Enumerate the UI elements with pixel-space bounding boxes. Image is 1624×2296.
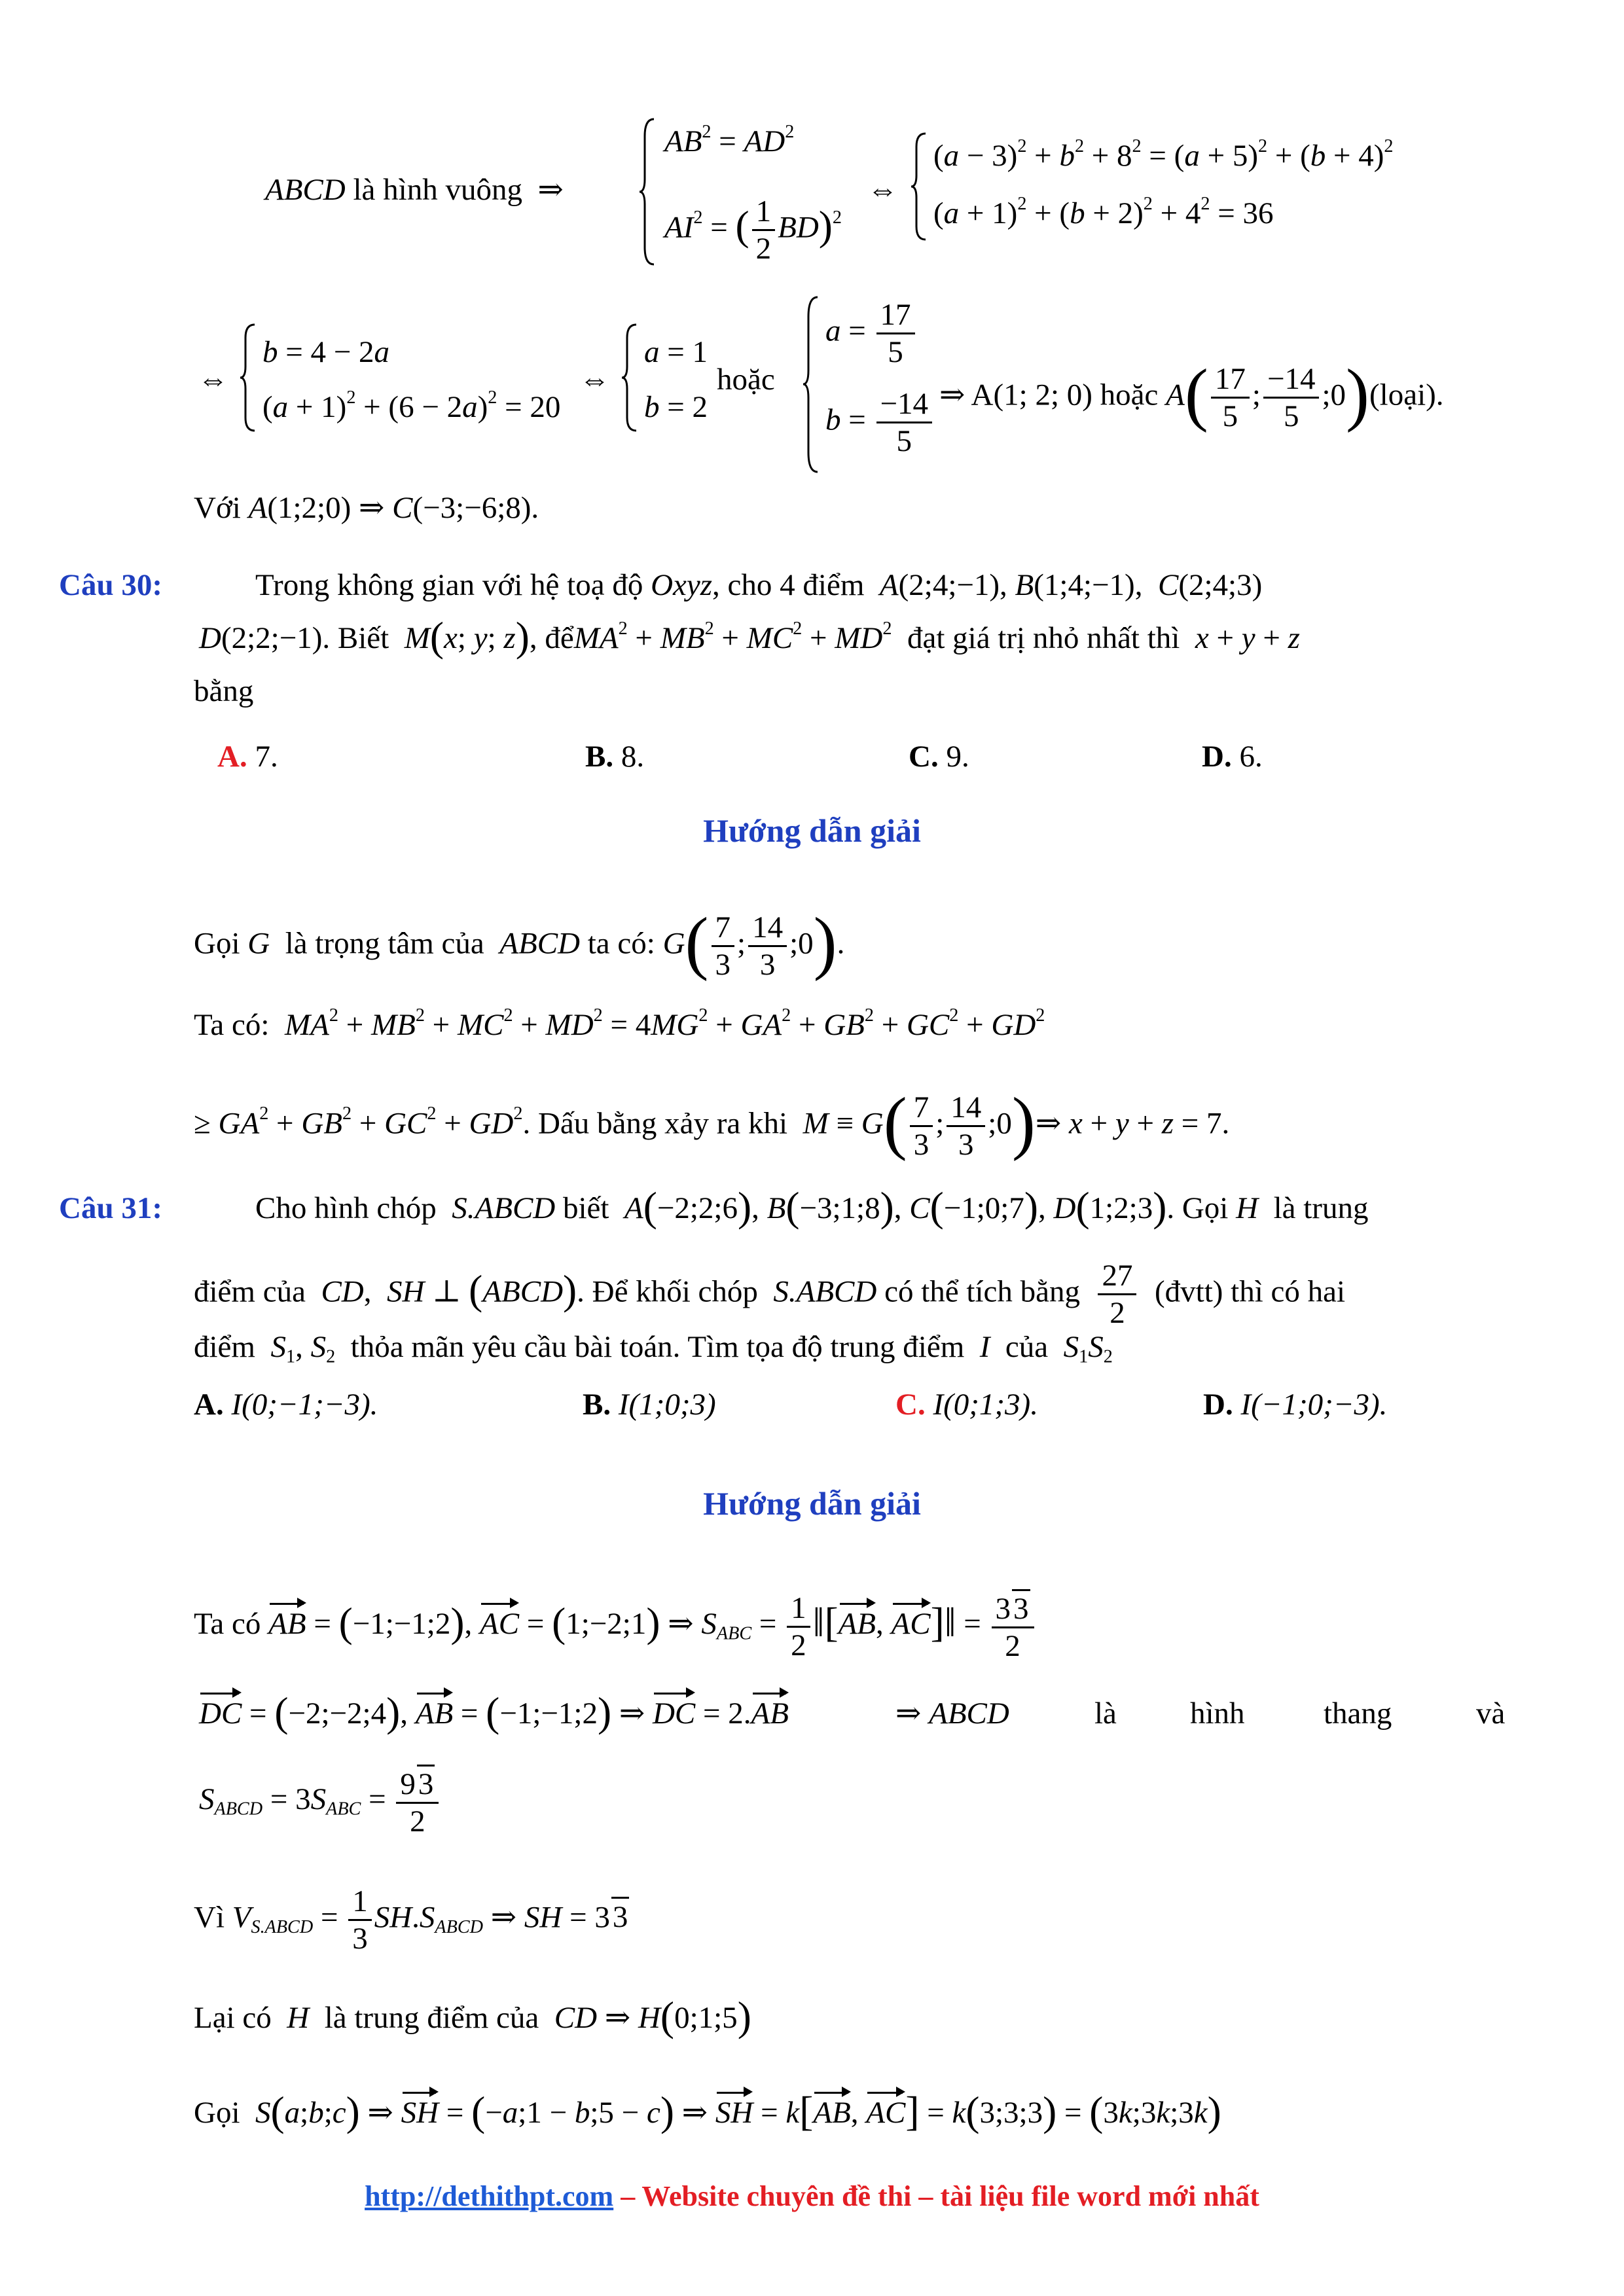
footer-link[interactable]: http://dethithpt.com [365, 2180, 614, 2212]
left-brace-icon [621, 322, 639, 433]
q30-sol-line1: Gọi G là trọng tâm của ABCD ta có: G( $\frac{7}{3}$ ; $\frac{14}{3}$ ;0). [194, 903, 845, 982]
option-letter: C. [909, 740, 939, 774]
q31-cua: của [1005, 1330, 1049, 1364]
q30-guide-heading: Hướng dẫn giải [703, 812, 921, 849]
equiv-symbol: ⇔ [867, 173, 898, 207]
q31-diem-cua: điểm của [194, 1274, 306, 1309]
eq-expanded-2: $(a + 1)^2 + (b + 2)^2 + 4^2 = 36$ [933, 193, 1274, 230]
square-text: là hình vuông [353, 173, 522, 207]
word-thang: thang [1324, 1696, 1392, 1731]
q31-la-trung: là trung [1273, 1191, 1369, 1225]
square-label: ABCD [265, 173, 346, 207]
or-text: hoặc [717, 363, 775, 397]
q31-sol-line4: Vì $V_{S.ABCD}$ = $\frac{1}{3}$ $SH.S_{ABCD}$ ⇒ SH = 33 [194, 1884, 628, 1956]
question-30-line3: bằng [194, 674, 254, 708]
left-brace-icon [802, 295, 820, 475]
sol-goi: Gọi [194, 2096, 240, 2130]
q31-dvtt: (đvtt) thì có hai [1154, 1274, 1346, 1309]
eq-ai-bd: $AI^2$ = ( $\frac{1}{2}$ BD)$^2$ [664, 194, 842, 266]
square-condition-line [265, 171, 564, 208]
q30-biet: . Biết [322, 621, 389, 655]
question-31-line1: Cho hình chóp S.ABCD biết A(−2;2;6), B(−3;1;8), C(−1;0;7), D(1;2;3). Gọi H là trung [255, 1183, 1369, 1230]
sol-trongtam: là trọng tâm của [285, 926, 484, 961]
implies-symbol: ⇒ [530, 173, 564, 207]
left-brace-icon [910, 131, 928, 242]
q31-de-khoi: . Để khối chóp [577, 1274, 758, 1309]
option-value: 7. [255, 740, 278, 774]
option-value: I(0;−1;−3). [231, 1388, 378, 1422]
sol-taco2: Ta có: [194, 1008, 270, 1042]
equiv-symbol: ⇔ [198, 363, 228, 397]
q30-sol-line3: ≥ $GA^2 + GB^2 + GC^2 + GD^2$. Dấu bằng xảy ra khi M ≡ G( $\frac{7}{3}$ ; $\frac{14}{3}$ ;0)⇒ x + y + z = 7. [194, 1083, 1230, 1162]
eq-b2: b = 2 [644, 390, 708, 424]
eq-ab-ad: $AB^2 = AD^2$ [664, 121, 795, 158]
q31-sol-line2b: ⇒ ABCD [895, 1696, 1009, 1731]
implies-A-point: ⇒ A(1; 2; 0) hoặc A( $\frac{17}{5}$ ; $\frac{-14}{5}$ ;0)(loại). [939, 355, 1444, 434]
q30-intro: Trong không gian với hệ toạ độ [255, 568, 643, 602]
q30-dat: đạt giá trị nhỏ nhất thì [907, 621, 1180, 655]
word-la: là [1094, 1696, 1117, 1731]
eq-b-m14-5: b = $\frac{-14}{5}$ [825, 386, 935, 459]
q30-option-c[interactable] [909, 738, 969, 775]
q31-diem2: điểm [194, 1330, 255, 1364]
footer-tagline: – Website chuyên đề thi – tài liệu file word mới nhất [613, 2180, 1259, 2212]
system-expanded [910, 131, 1434, 242]
word-hinh: hình [1190, 1696, 1245, 1731]
with-text: Với [194, 491, 241, 525]
q31-goi-h: . Gọi [1166, 1191, 1229, 1225]
option-letter: B. [583, 1388, 611, 1422]
word-va: và [1476, 1696, 1506, 1731]
q31-biet: biết [563, 1191, 609, 1225]
eq-expanded-1: $(a - 3)^2 + b^2 + 8^2 = (a + 5)^2 + (b + 4)^2$ [933, 135, 1394, 173]
system-a-frac [802, 295, 933, 475]
sol-taco: ta có: [587, 926, 655, 961]
question-30-line2: D(2;2;−1). Biết M(x; y; z), đểMA$^2$ + $MB^2 + MC^2 + MD^2$ đạt giá trị nhỏ nhất thì x + y + z [199, 613, 1300, 660]
option-value: I(1;0;3) [618, 1388, 716, 1422]
option-letter: B. [585, 740, 614, 774]
sol-goi: Gọi [194, 926, 240, 961]
q31-sol-line2: DC = (−2;−2;4), AB = (−1;−1;2) ⇒ DC = 2.AB [199, 1688, 789, 1735]
system-a1-b2 [621, 322, 725, 433]
option-letter: D. [1203, 1388, 1233, 1422]
q31-sol-line3: $S_{ABCD} = 3S_{ABC}$ = $\frac{93}{2}$ [199, 1765, 441, 1839]
sol-dau: . Dấu bằng xảy ra khi [522, 1106, 788, 1141]
A-point: A(1; 2; 0) [971, 378, 1092, 412]
or-text-2: hoặc [1100, 378, 1159, 412]
option-letter: D. [1202, 740, 1232, 774]
left-brace-icon [239, 322, 257, 433]
sol-vi: Vì [194, 1900, 225, 1935]
question-31-line3: điểm $S_1$, $S_2$ thỏa mãn yêu cầu bài toán. Tìm tọa độ trung điểm I của $S_1S_2$ [194, 1330, 1113, 1367]
q31-option-a[interactable] [194, 1386, 378, 1423]
q31-option-c[interactable] [895, 1386, 1038, 1423]
q31-guide-heading: Hướng dẫn giải [703, 1485, 921, 1522]
option-letter: A. [194, 1388, 224, 1422]
q30-option-a[interactable] [217, 738, 278, 775]
q31-option-b[interactable] [583, 1386, 716, 1423]
question-30-line1: Trong không gian với hệ toạ độ Oxyz, cho 4 điểm A(2;4;−1), B(1;4;−1), C(2;4;3) [255, 568, 1263, 602]
system-ab-ad [638, 117, 842, 267]
rejected-text: (loại). [1369, 378, 1444, 412]
eq-a-17-5: a = $\frac{17}{5}$ [825, 297, 918, 370]
option-value: 6. [1239, 740, 1263, 774]
eq-a1: a = 1 [644, 335, 708, 369]
q31-option-d[interactable] [1203, 1386, 1387, 1423]
q30-option-b[interactable] [585, 738, 644, 775]
q30-option-d[interactable] [1202, 738, 1263, 775]
q31-sol-line1: Ta có AB = (−1;−1;2), AC = (1;−2;1) ⇒ $S_{ABC}$ = $\frac{1}{2}$ ‖[AB, AC]‖ = $\frac{33}{2}$ [194, 1589, 1037, 1664]
q31-thoa-man: thỏa mãn yêu cầu bài toán. Tìm tọa độ trung điểm [350, 1330, 965, 1364]
eq-b: b = 4 − 2a [262, 335, 390, 369]
q30-mid: , cho 4 điểm [712, 568, 865, 602]
page-footer [0, 2179, 1624, 2213]
question-31-label: Câu 31: [59, 1191, 162, 1225]
question-30-label: Câu 30: [59, 568, 162, 602]
q31-co-the-tich: có thể tích bằng [884, 1274, 1080, 1309]
system-b-linear [239, 322, 579, 433]
eq-a-quad: $(a + 1)^2 + (6 - 2a)^2 = 20$ [262, 387, 561, 424]
with-A-line: Với A(1;2;0) ⇒ C(−3;−6;8). [194, 491, 539, 525]
equiv-symbol: ⇔ [579, 363, 610, 397]
option-value: I(0;1;3). [933, 1388, 1038, 1422]
option-letter: C. [895, 1388, 926, 1422]
option-value: I(−1;0;−3). [1240, 1388, 1388, 1422]
question-31-line2: điểm của CD, SH ⊥ (ABCD). Để khối chóp S.ABCD có thể tích bằng $\frac{27}{2}$ (đvtt) thì có hai [194, 1259, 1346, 1331]
q30-de: , để [529, 621, 574, 655]
q31-intro: Cho hình chóp [255, 1191, 437, 1225]
option-letter: A. [217, 740, 247, 774]
q31-sol-line6: Gọi S(a;b;c) ⇒ SH = (−a;1 − b;5 − c) ⇒ SH = k[AB, AC] = k(3;3;3) = (3k;3k;3k) [194, 2087, 1221, 2134]
option-value: 9. [946, 740, 969, 774]
left-brace-icon [638, 117, 657, 267]
sol-taco: Ta có [194, 1606, 261, 1641]
sol-la-trung-diem: là trung điểm của [324, 2001, 539, 2035]
q31-sol-line5: Lại có H là trung điểm của CD ⇒ H(0;1;5) [194, 1992, 751, 2039]
q30-sol-line2: Ta có: $MA^2 + MB^2 + MC^2 + MD^2 = 4MG^2 + GA^2 + GB^2 + GC^2 + GD^2$ [194, 1005, 1045, 1042]
sol-lai-co: Lại có [194, 2001, 272, 2035]
option-value: 8. [621, 740, 645, 774]
